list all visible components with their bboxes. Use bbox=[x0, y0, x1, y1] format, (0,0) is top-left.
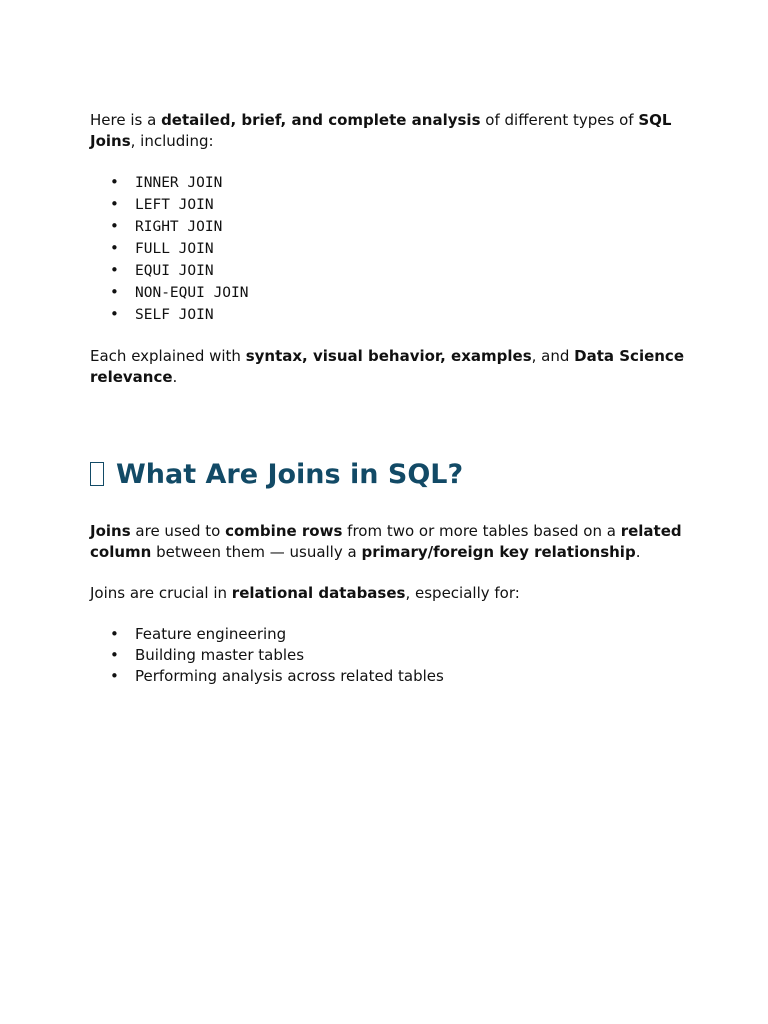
intro-text-2: of different types of bbox=[480, 111, 639, 129]
crucial-text-2: , especially for: bbox=[405, 584, 520, 602]
join-type-label: RIGHT JOIN bbox=[135, 219, 223, 235]
definition-text-2: from two or more tables based on a bbox=[342, 522, 621, 540]
definition-text-4: . bbox=[635, 543, 641, 561]
join-type-label: EQUI JOIN bbox=[135, 263, 214, 279]
uses-list bbox=[90, 624, 690, 687]
definition-bold-4: primary/foreign key relationship bbox=[361, 543, 636, 561]
use-label: Feature engineering bbox=[135, 625, 287, 643]
crucial-bold-1: relational databases bbox=[231, 584, 406, 602]
explained-bold-2: Data Science relevance bbox=[90, 347, 684, 386]
list-item bbox=[90, 624, 690, 645]
list-item bbox=[90, 260, 690, 282]
intro-bold-2: SQL Joins bbox=[90, 111, 672, 150]
intro-paragraph bbox=[90, 110, 690, 152]
join-type-label: FULL JOIN bbox=[135, 241, 214, 257]
list-item bbox=[90, 194, 690, 216]
explained-text-2: , and bbox=[531, 347, 575, 365]
explained-paragraph bbox=[90, 346, 690, 388]
list-item bbox=[90, 238, 690, 260]
intro-text-1: Here is a bbox=[90, 111, 162, 129]
list-item bbox=[90, 304, 690, 326]
intro-text-3: , including: bbox=[130, 132, 214, 150]
document-page bbox=[90, 110, 690, 687]
crucial-paragraph bbox=[90, 583, 690, 604]
definition-text-3: between them — usually a bbox=[151, 543, 362, 561]
definition-text-1: are used to bbox=[130, 522, 226, 540]
join-type-label: NON-EQUI JOIN bbox=[135, 285, 249, 301]
explained-text-1: Each explained with bbox=[90, 347, 246, 365]
definition-bold-2: combine rows bbox=[225, 522, 343, 540]
section-heading bbox=[90, 458, 690, 492]
join-types-list bbox=[90, 172, 690, 326]
definition-paragraph bbox=[90, 521, 690, 563]
join-type-label: INNER JOIN bbox=[135, 175, 223, 191]
missing-glyph-icon bbox=[90, 462, 104, 486]
intro-bold-1: detailed, brief, and complete analysis bbox=[161, 111, 481, 129]
definition-bold-1: Joins bbox=[90, 522, 131, 540]
crucial-text-1: Joins are crucial in bbox=[90, 584, 232, 602]
list-item bbox=[90, 666, 690, 687]
section-heading-text: What Are Joins in SQL? bbox=[116, 459, 464, 490]
list-item bbox=[90, 645, 690, 666]
list-item bbox=[90, 172, 690, 194]
explained-bold-1: syntax, visual behavior, examples bbox=[245, 347, 532, 365]
use-label: Performing analysis across related tables bbox=[135, 667, 444, 685]
list-item bbox=[90, 216, 690, 238]
join-type-label: LEFT JOIN bbox=[135, 197, 214, 213]
explained-text-3: . bbox=[172, 368, 178, 386]
list-item bbox=[90, 282, 690, 304]
definition-bold-3: related column bbox=[90, 522, 682, 561]
join-type-label: SELF JOIN bbox=[135, 307, 214, 323]
use-label: Building master tables bbox=[135, 646, 305, 664]
